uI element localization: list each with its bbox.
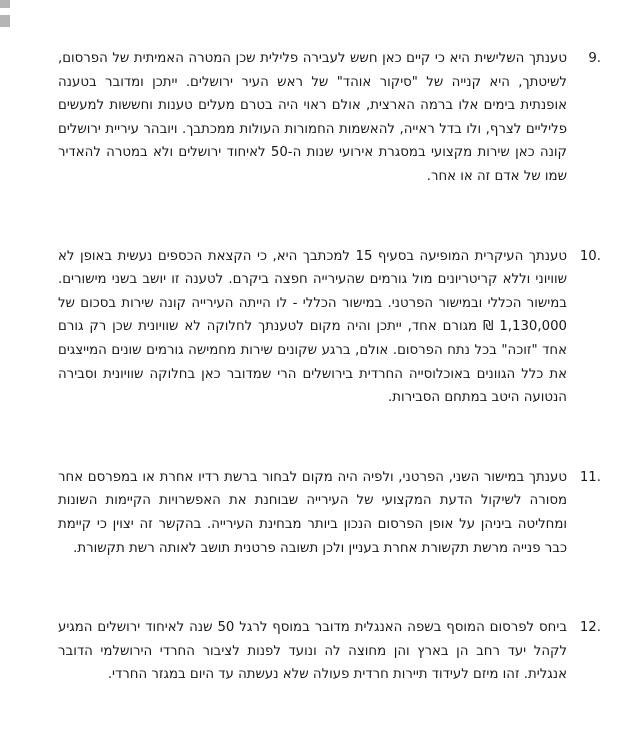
paragraph-number: 12. xyxy=(579,620,601,636)
paragraph-number: 9. xyxy=(588,51,601,66)
document-page xyxy=(58,47,601,687)
paragraph-number: 10. xyxy=(579,248,601,264)
margin-scan-mark xyxy=(0,15,10,27)
numbered-paragraph-10 xyxy=(58,245,601,410)
numbered-paragraph-12 xyxy=(58,616,601,687)
paragraph-text: טענתך במישור השני, הפרטני, ולפיה היה מקום לבחור ברשת רדיו אחרת או במפרסם אחר מסורה לשיקול הדעת המקצועי של העירייה שבוחנת את האפשרויות הקיימות השונות ומחליטה ביניהן על אופן הפרסום הנכון ביותר מבחינת העירייה. בהקשר זה יצוין כי קיימת כבר פנייה מרשת תקשורת אחרת בעניין ולכן תשובה פרטנית תושב לאותה רשת תקשורת. xyxy=(58,469,567,556)
paragraph-number: 11. xyxy=(579,469,601,485)
margin-scan-mark xyxy=(0,0,10,8)
paragraph-text: ביחס לפרסום המוסף בשפה האנגלית מדובר במוסף לרגל 50 שנה לאיחוד ירושלים המגיע לקהל יעד רחב הן בארץ והן מחוצה לה ונועד לפנות לציבור החרדי הירושלמי הדובר אנגלית. זהו מיזם לעידוד תיירות חרדית פעולה שלא נעשתה עד היום במגזר החרדי. xyxy=(58,620,568,683)
numbered-paragraph-9 xyxy=(58,47,601,189)
numbered-paragraph-11 xyxy=(58,466,601,560)
paragraph-text: טענתך השלישית היא כי קיים כאן חשש לעבירה פלילית שכן המטרה האמיתית של הפרסום, לשיטתך, היא קנייה של "סיקור אוהד" של ראש העיר ירושלים. ייתכן ומדובר בטענה אופנתית בימים אלו ברמה הארצית, אולם ראוי היה בטרם מעלים טענות וחששות למעשים פליליים לצרף, ולו בדל ראייה, להאשמות החמורות העולות ממכתבך. ויובהר עיריית ירושלים קונה כאן שירות מקצועי במסגרת אירועי שנות ה-50 לאיחוד ירושלים ולא במטרה להאדיר שמו של אדם זה או אחר. xyxy=(58,51,567,184)
paragraph-text: טענתך העיקרית המופיעה בסעיף 15 למכתבך היא, כי הקצאת הכספים נעשית באופן לא שוויוני וללא קריטריונים מול גורמים שהעירייה חפצה ביקרם. לטענה זו יושב בשני מישורים. במישור הכללי ובמישור הפרטני. במישור הכללי - לו הייתה העירייה קונה שירות בסכום של 1,130,000 ₪ מגורם אחד, ייתכן והיה מקום לטענתך לחלוקה לא שוויונית שכן רק גורם אחד "זוכה" בכל נתח הפרסום. אולם, ברגע שקונים שירות מחמישה גורמים שונים המייצגים את כלל הגוונים באוכלוסייה החרדית בירושלים הרי שמדובר כאן בחלוקה שוויונית וסבירה הנטועה היטב במתחם הסבירות. xyxy=(58,248,567,406)
